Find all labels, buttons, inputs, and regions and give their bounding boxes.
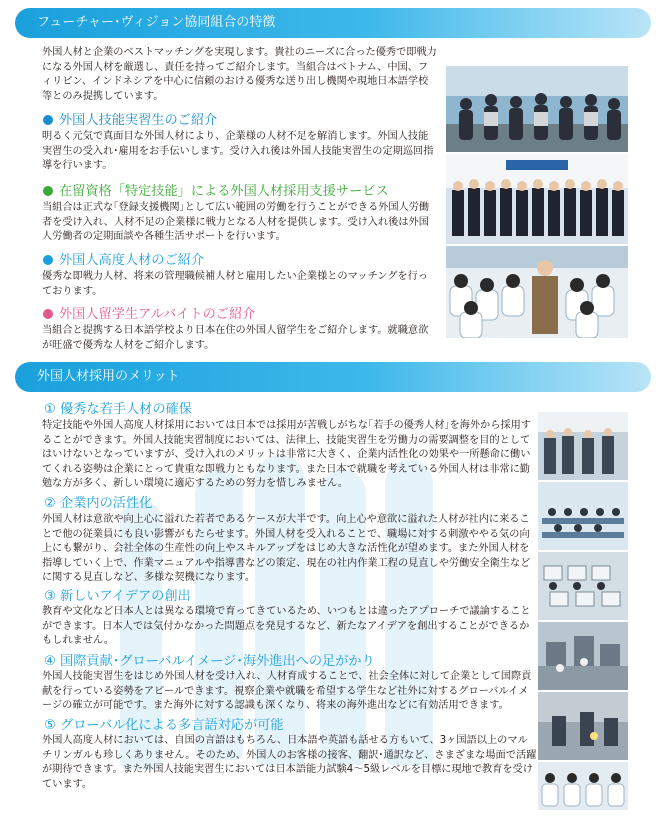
feature-text-highly-skilled: 優秀な即戦力人材、将来の管理職候補人材と雇用したい企業様とのマッチングを行っております。: [42, 271, 428, 297]
intro-text: 外国人材と企業のベストマッチングを実現します。貴社のニーズに合った優秀で即戦力になる外国人材を厳選し、責任を持ってご紹介します。当組合はベトナム、中国、フィリピン、インドネシアを中心に信頼のおける優秀な送り出し機関や現地日本語学校等とのみ提携しています。: [42, 47, 437, 102]
merit-text-3: 教育や文化など日本人とは異なる環境で育ってきているため、いつもとは違ったアプローチで議論することができます。日本人では気付かなかった問題点を発見するなど、新たなアイデアを創出することができるかもしれません。: [42, 606, 531, 647]
merit-text-5: 外国人高度人材においては、自国の言語はもちろん、日本語や英語も話せる方もいて、3ヶ国語以上のマルチリンガルも珍しくありません。そのため、外国人のお客様の接客、翻訳･通訳など、さまざまな場面で活躍が期待できます。また外国人技能実習生においては日本語能力試験4～5級レベルを目標に現地で教育を受けています。: [42, 735, 537, 790]
merit-heading-2: ② 企業内の活性化: [44, 496, 153, 511]
merit-text-4: 外国人技能実習生をはじめ外国人材を受け入れ、人材育成することで、社会全体に対して企業として国際貢献を行っている姿勢をアピールできます。視察企業や就職を希望する学生など社外に対するグローバルイメージの確立が可能です。また海外に対する認識も深くなり、将来の海外進出などに有効活用できます。: [42, 671, 532, 712]
merit-text-1: 特定技能や外国人高度人材採用においては日本では採用が苦戦しがちな｢若手の優秀人材｣を海外から採用することができます。外国人技能実習制度においては、法律上、技能実習生を労働力の需要調整を目的としてはいけないとなっていますが、受け入れのメリットは非常に大きく、企業内活性化の効果や一所懸命に働いてくれる姿勢は企業にとって貴重な即戦力ともなります。また日本で就職を考えている外国人材は非常に勤勉な方が多く、新しい環境に適応するための努力を惜しみません。: [42, 420, 531, 490]
photo-ceremony: [446, 154, 628, 244]
feature-text-trainee: 明るく元気で真面目な外国人材により、企業様の人材不足を解消します。外国人技能実習生の受入れ･雇用をお手伝いします。受け入れ後は外国人技能実習生の定期巡回指導を行います。: [42, 131, 434, 172]
merit-text-2: 外国人材は意欲や向上心に溢れた若者であるケースが大半です。向上心や意欲に溢れた人材が社内に来ることで他の従業員にも良い影響がもたらせます。外国人材を受入れることで、職場に対する刺激ややる気の向上にも繋がり、会社全体の生産性の向上やスキルアップをはじめ大きな活性化が望めます。また外国人材を指導していく上で、作業マニュアルや指導書などの策定、現在の社内作業工程の見直しや労働安全衛生などに関する見直しなど、多様な契機になります。: [42, 514, 531, 584]
section-banner-merits: 外国人材採用のメリット: [15, 362, 651, 392]
photo-classroom: [446, 246, 628, 338]
photo-computer-lab: [538, 552, 628, 620]
bullet-icon: [43, 309, 53, 319]
feature-text-specified-skill: 当組合は正式な｢登録支援機関｣として広い範囲の労働を行うことができる外国人労働者を受け入れ、人材不足の企業様に戦力となる人材を提供します。受け入れ後は外国人労働者の定期面談や各種生活サポートを行います。: [42, 202, 430, 243]
bullet-icon: [43, 255, 53, 265]
merit-heading-4: ④ 国際貢献･グローバルイメージ･海外進出への足がかり: [44, 654, 375, 669]
feature-heading-trainee: 外国人技能実習生のご紹介: [43, 112, 217, 129]
feature-heading-specified-skill: 在留資格「特定技能」による外国人材採用支援サービス: [43, 183, 389, 200]
section-banner-features: フューチャー･ヴィジョン協同組合の特徴: [15, 8, 651, 38]
feature-text-student: 当組合と提携する日本語学校より日本在住の外国人留学生をご紹介します。就職意欲が旺盛で優秀な人材をご紹介します。: [42, 325, 429, 351]
feature-heading-student: 外国人留学生アルバイトのご紹介: [43, 306, 255, 323]
bullet-icon: [43, 115, 53, 125]
photo-group-trainees: [446, 66, 628, 152]
merit-heading-3: ③ 新しいアイデアの創出: [44, 589, 191, 604]
bullet-icon: [43, 186, 53, 196]
feature-heading-highly-skilled: 外国人高度人材のご紹介: [43, 252, 204, 269]
photo-training-hall: [538, 482, 628, 550]
photo-welding: [538, 692, 628, 760]
photo-workshop: [538, 412, 628, 480]
photo-students: [538, 762, 628, 810]
merit-heading-5: ⑤ グローバル化による多言語対応が可能: [44, 718, 284, 733]
merit-heading-1: ① 優秀な若手人材の確保: [44, 402, 192, 417]
photo-factory: [538, 622, 628, 690]
